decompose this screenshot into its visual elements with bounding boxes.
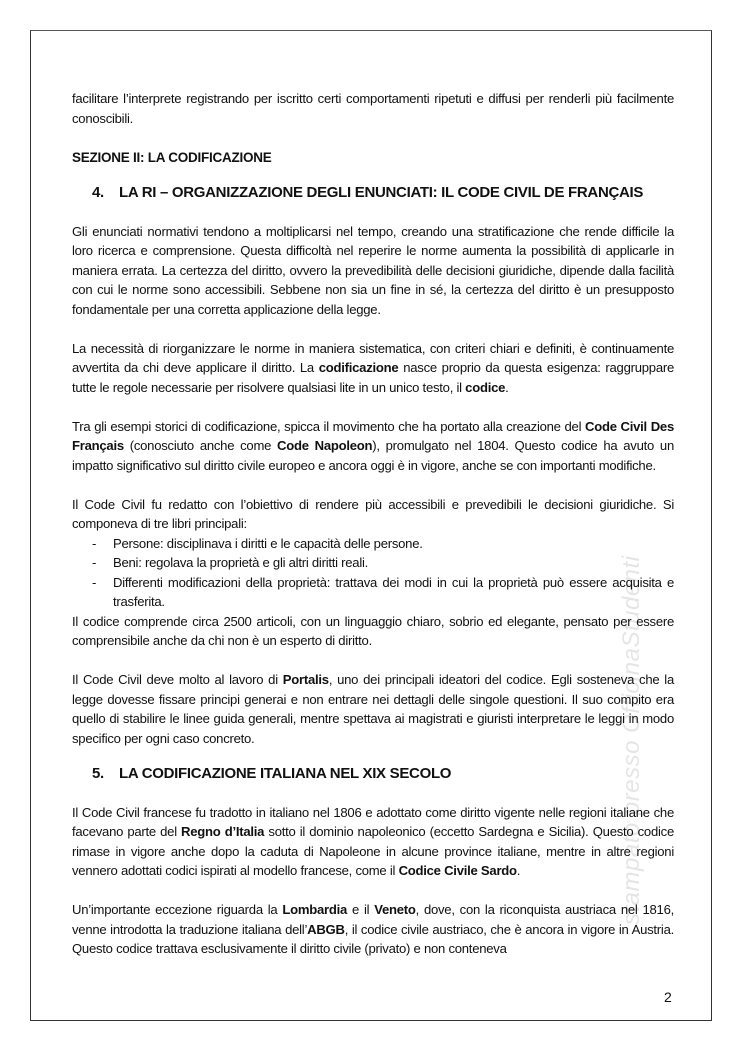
paragraph-portalis: Il Code Civil deve molto al lavoro di Portalis, uno dei principali ideatori del codice. Egli sosteneva che la legge dovesse fissare principi generai e non entrare nei dettagli delle singole questioni. Il suo compito era quello di stabilire le linee guida generali, mentre spettava ai magistrati e giuristi interpretare le leggi in modo specifico per ogni caso concreto. xyxy=(72,672,674,746)
heading-5 xyxy=(72,764,674,784)
paragraph-codificazione-italiana: Il Code Civil francese fu tradotto in italiano nel 1806 e adottato come diritto vigente nelle regioni italiane che facevano parte del Regno d’Italia sotto il dominio napoleonico (eccetto Sardegna e Sicilia). Questo codice rimase in vigore anche dopo la caduta di Napoleone in alcune province italiane, mentre in altre regioni vennero adottati codici ispirati al modello francese, come il Codice Civile Sardo. xyxy=(72,804,674,878)
heading-5-title: LA CODIFICAZIONE ITALIANA NEL XIX SECOLO xyxy=(119,765,452,782)
list-item: - Differenti modificazioni della proprietà: trattava dei modi in cui la proprietà può essere acquisita e trasferita. xyxy=(72,573,674,612)
term-veneto: Veneto xyxy=(374,902,416,917)
paragraph-certezza: Gli enunciati normativi tendono a moltiplicarsi nel tempo, creando una stratificazione che rende difficile la loro ricerca e comprensione. Questa difficoltà nel reperire le norme aumenta la possibilità di applicarle in maniera errata. La certezza del diritto, ovvero la prevedibilità delle decisioni giuridiche, dipende dalla facilità con cui le norme sono accessibili. Sebbene non sia un fine in sé, la certezza del diritto è un presupposto fondamentale per una corretta applicazione della legge. xyxy=(72,223,674,317)
paragraph-intro: facilitare l’interprete registrando per iscritto certi comportamenti ripetuti e diffusi per renderli più facilmente conoscibili. xyxy=(72,91,674,126)
term-code-civil-des-francais: Code Civil Des Français xyxy=(72,418,674,453)
paragraph-libri-intro: Il Code Civil fu redatto con l’obiettivo di rendere più accessibili e prevedibili le decisioni giuridiche. Si componeva di tre libri principali: xyxy=(72,496,674,531)
term-portalis: Portalis xyxy=(282,672,329,687)
heading-4-title: LA RI – ORGANIZZAZIONE DEGLI ENUNCIATI: IL CODE CIVIL DE FRANÇAIS xyxy=(119,184,644,201)
term-lombardia: Lombardia xyxy=(282,902,348,917)
watermark: stampato presso OfficinaStudenti xyxy=(618,555,645,925)
list-item: - Persone: disciplinava i diritti e le capacità delle persone. xyxy=(72,534,674,554)
term-codice: codice xyxy=(465,379,506,395)
term-codificazione: codificazione xyxy=(318,360,399,375)
paragraph-lombardia-veneto: Un’importante eccezione riguarda la Lombardia e il Veneto, dove, con la riconquista austriaca nel 1816, venne introdotta la traduzione italiana dell’ABGB, il codice civile austriaco, che è ancora in vigore in Austria. Questo codice trattava esclusivamente il diritto civile (privato) e non conteneva xyxy=(72,902,674,956)
libri-list xyxy=(72,534,674,612)
term-abgb: ABGB xyxy=(307,921,345,937)
paragraph-code-civil: Tra gli esempi storici di codificazione, spicca il movimento che ha portato alla creazione del Code Civil Des Français (conosciuto anche come Code Napoleon), promulgato nel 1804. Questo codice ha avuto un impatto significativo sul diritto civile europeo e ancora oggi è in vigore, anche se con importanti modifiche. xyxy=(72,418,674,473)
section-title: SEZIONE II: LA CODIFICAZIONE xyxy=(72,149,272,165)
list-item: - Beni: regolava la proprietà e gli altri diritti reali. xyxy=(72,553,674,573)
heading-4 xyxy=(72,183,674,203)
document-body xyxy=(72,89,674,959)
page-number: 2 xyxy=(664,989,672,1005)
paragraph-articoli: Il codice comprende circa 2500 articoli, con un linguaggio chiaro, sobrio ed elegante, pensato per essere comprensibile anche da chi non è un esperto di diritto. xyxy=(72,613,674,648)
heading-5-number: 5. xyxy=(92,765,104,782)
heading-4-number: 4. xyxy=(92,184,104,201)
paragraph-codificazione: La necessità di riorganizzare le norme in maniera sistematica, con criteri chiari e definiti, è continuamente avvertita da chi deve applicare il diritto. La codificazione nasce proprio da questa esigenza: raggruppare tutte le regole necessarie per risolvere qualsiasi lite in un unico testo, il codice. xyxy=(72,340,674,395)
term-code-napoleon: Code Napoleon xyxy=(277,438,373,453)
term-codice-civile-sardo: Codice Civile Sardo xyxy=(398,863,517,878)
term-regno-italia: Regno d’Italia xyxy=(181,824,265,839)
